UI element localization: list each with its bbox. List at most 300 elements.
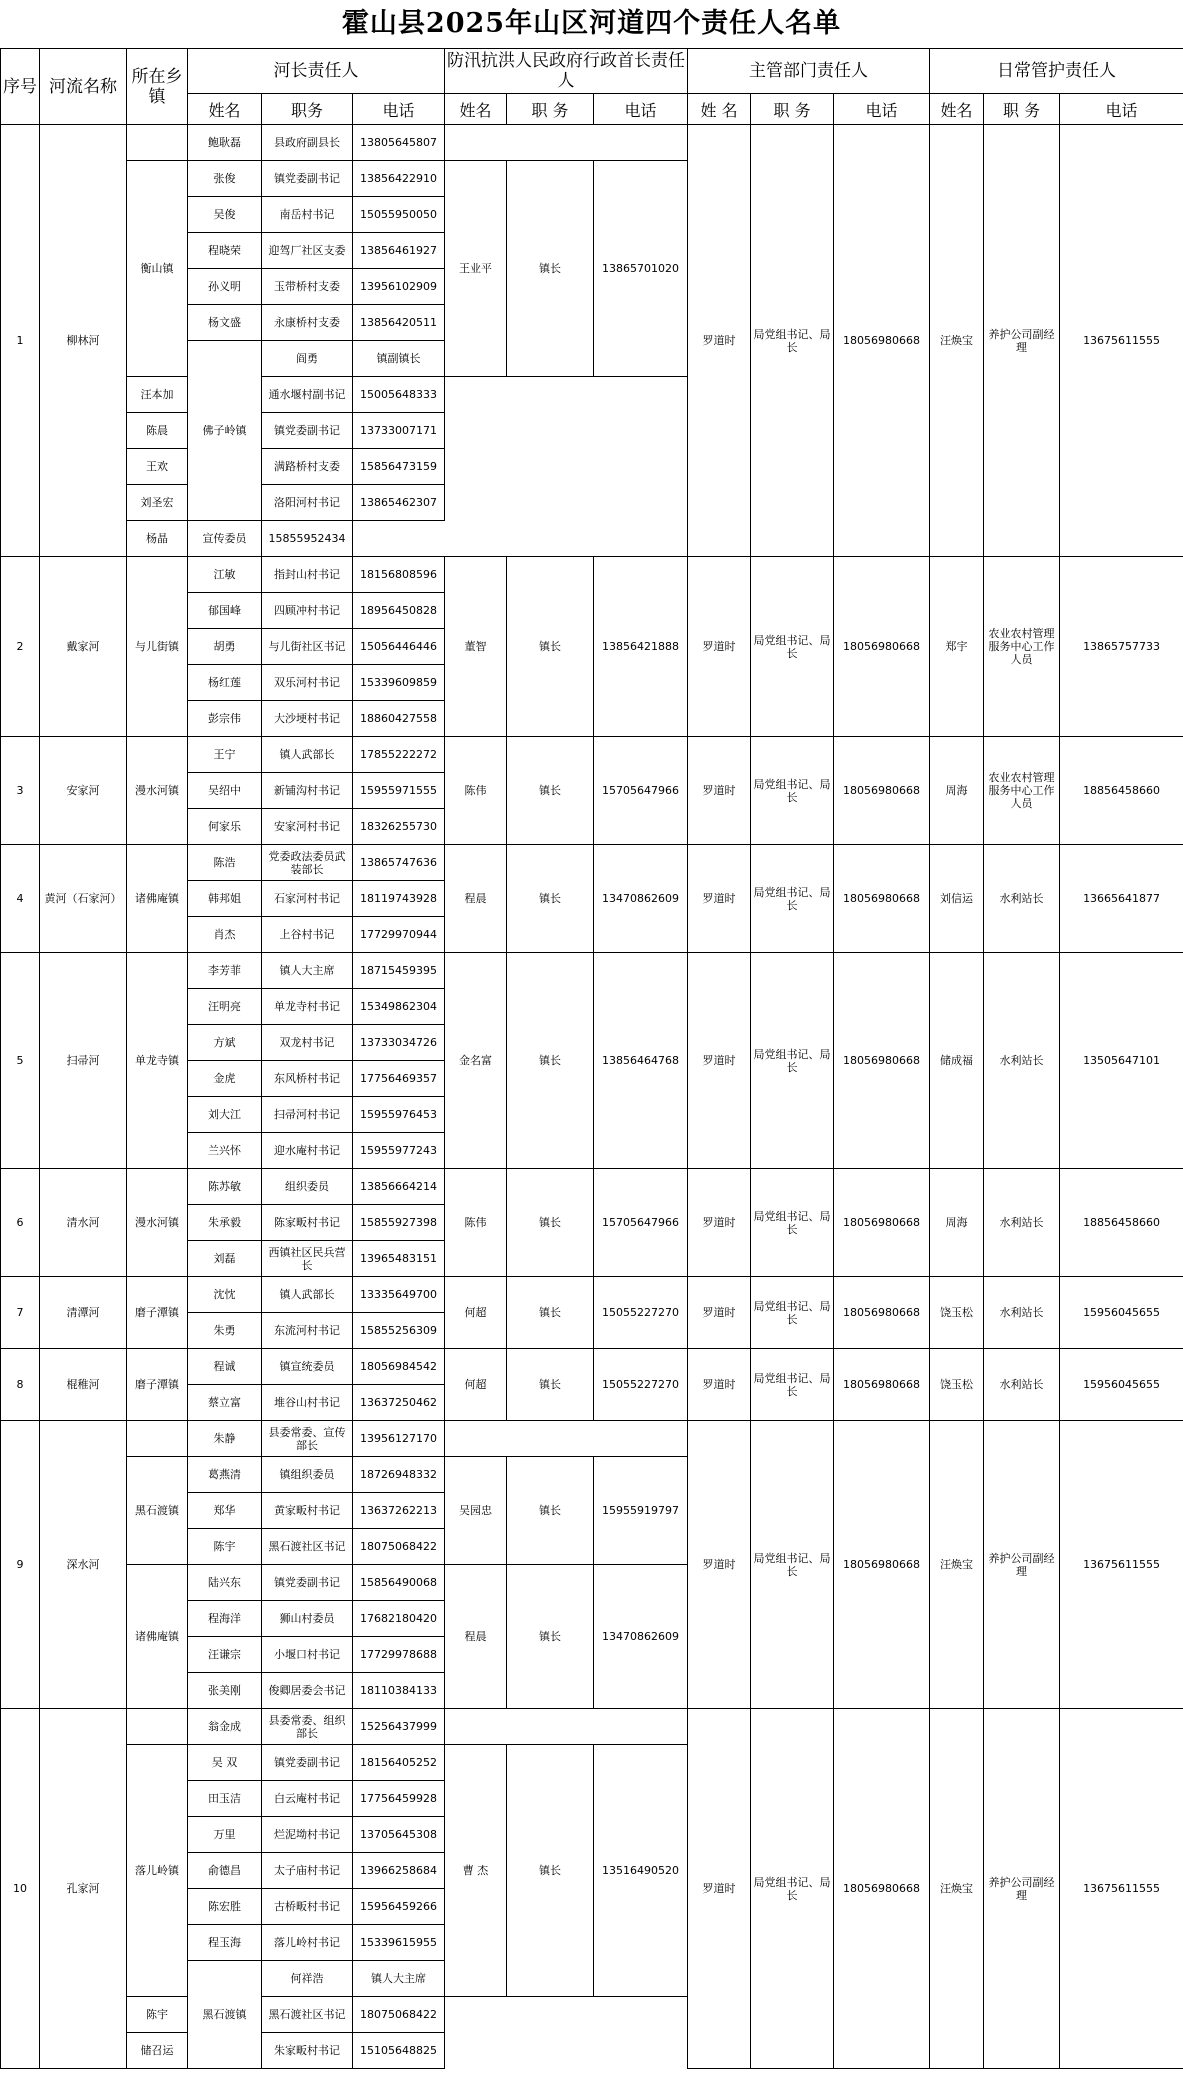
dept-chief-phone: 18056980668 [834, 557, 930, 737]
river-chief-phone: 18860427558 [353, 701, 445, 737]
river-chief-phone: 15856473159 [353, 449, 445, 485]
river-chief-phone: 13965483151 [353, 1241, 445, 1277]
maint-post: 养护公司副经理 [984, 125, 1060, 557]
seq-cell: 3 [1, 737, 40, 845]
flood-chief-phone: 15705647966 [594, 737, 688, 845]
flood-chief-phone: 13470862609 [594, 845, 688, 953]
river-chief-phone: 15855256309 [353, 1313, 445, 1349]
river-chief-post: 小堰口村书记 [262, 1637, 353, 1673]
river-chief-name: 吴俊 [188, 197, 262, 233]
river-name: 棍稚河 [40, 1349, 127, 1421]
flood-chief-name [445, 1709, 688, 1745]
river-chief-name: 江敏 [188, 557, 262, 593]
town-name: 陈宇 [127, 1997, 188, 2033]
seq-cell: 9 [1, 1421, 40, 1709]
river-chief-post: 石家河村书记 [262, 881, 353, 917]
river-chief-name: 万里 [188, 1817, 262, 1853]
river-chief-post: 四顾冲村书记 [262, 593, 353, 629]
dept-chief-phone: 18056980668 [834, 1169, 930, 1277]
river-chief-phone: 13956102909 [353, 269, 445, 305]
river-chief-phone: 17729970944 [353, 917, 445, 953]
dept-chief-post: 局党组书记、局长 [751, 1169, 834, 1277]
river-chief-post: 新铺沟村书记 [262, 773, 353, 809]
river-chief-post: 东风桥村书记 [262, 1061, 353, 1097]
river-chief-name: 陈苏敏 [188, 1169, 262, 1205]
river-chief-post: 镇宣统委员 [262, 1349, 353, 1385]
dept-chief-phone: 18056980668 [834, 1709, 930, 2069]
river-chief-name: 黑石渡镇 [188, 1961, 262, 2069]
maint-post: 水利站长 [984, 1277, 1060, 1349]
flood-chief-phone: 15055227270 [594, 1277, 688, 1349]
river-chief-phone: 18156808596 [353, 557, 445, 593]
river-chief-post: 落儿岭村书记 [262, 1925, 353, 1961]
header-phone: 电话 [353, 94, 445, 125]
maint-phone: 13865757733 [1060, 557, 1183, 737]
river-chief-post: 镇人武部长 [262, 737, 353, 773]
river-chief-phone: 15339615955 [353, 1925, 445, 1961]
river-chief-post: 堆谷山村书记 [262, 1385, 353, 1421]
header-name: 姓 名 [688, 94, 751, 125]
table-row [1, 1421, 1183, 1457]
flood-chief-phone: 15055227270 [594, 1349, 688, 1421]
river-chief-phone: 镇人大主席 [353, 1961, 445, 1997]
maint-name: 郑宇 [930, 557, 984, 737]
river-chief-phone: 13705645308 [353, 1817, 445, 1853]
town-name: 刘圣宏 [127, 485, 188, 521]
header-flood-chief-group: 防汛抗洪人民政府行政首长责任人 [445, 49, 688, 94]
river-chief-phone: 13856664214 [353, 1169, 445, 1205]
river-name: 清水河 [40, 1169, 127, 1277]
maint-phone: 13505647101 [1060, 953, 1183, 1169]
maint-post: 养护公司副经理 [984, 1421, 1060, 1709]
flood-chief-phone: 15955919797 [594, 1457, 688, 1565]
flood-chief-post: 镇长 [507, 557, 594, 737]
header-maintenance-group: 日常管护责任人 [930, 49, 1183, 94]
river-chief-post: 大沙埂村书记 [262, 701, 353, 737]
flood-chief-name [445, 125, 688, 161]
river-chief-phone: 17855222272 [353, 737, 445, 773]
maint-phone: 18856458660 [1060, 1169, 1183, 1277]
river-chief-phone: 18075068422 [353, 1997, 445, 2033]
page-title: 霍山县2025年山区河道四个责任人名单 [341, 8, 842, 39]
river-chief-name: 金虎 [188, 1061, 262, 1097]
maint-name: 饶玉松 [930, 1277, 984, 1349]
river-chief-post: 狮山村委员 [262, 1601, 353, 1637]
flood-chief-name: 程晨 [445, 1565, 507, 1709]
river-chief-phone: 18056984542 [353, 1349, 445, 1385]
town-name: 衡山镇 [127, 161, 188, 377]
town-name [127, 1709, 188, 1745]
flood-chief-post: 镇长 [507, 1565, 594, 1709]
dept-chief-phone: 18056980668 [834, 953, 930, 1169]
seq-cell: 8 [1, 1349, 40, 1421]
river-chief-name: 陈宏胜 [188, 1889, 262, 1925]
river-chief-post: 西镇社区民兵营长 [262, 1241, 353, 1277]
river-chief-post: 镇党委副书记 [262, 1565, 353, 1601]
flood-chief-name: 陈伟 [445, 1169, 507, 1277]
river-chief-post: 双龙村书记 [262, 1025, 353, 1061]
river-chief-phone: 13637262213 [353, 1493, 445, 1529]
river-chief-post: 双乐河村书记 [262, 665, 353, 701]
table-row [1, 845, 1183, 881]
town-name: 磨子潭镇 [127, 1349, 188, 1421]
flood-chief-name [445, 1421, 688, 1457]
river-chief-phone: 13865462307 [353, 485, 445, 521]
river-chief-phone: 13733034726 [353, 1025, 445, 1061]
header-name: 姓名 [445, 94, 507, 125]
river-chief-name: 彭宗伟 [188, 701, 262, 737]
river-chief-name: 田玉洁 [188, 1781, 262, 1817]
flood-chief-post: 镇长 [507, 1277, 594, 1349]
flood-chief-name: 吴园忠 [445, 1457, 507, 1565]
river-chief-post: 黄家畈村书记 [262, 1493, 353, 1529]
river-chief-post: 通水堰村副书记 [262, 377, 353, 413]
table-row [1, 953, 1183, 989]
header-river-chief-group: 河长责任人 [188, 49, 445, 94]
flood-chief-post: 镇长 [507, 1745, 594, 1997]
river-chief-name: 佛子岭镇 [188, 341, 262, 521]
river-chief-post: 安家河村书记 [262, 809, 353, 845]
header-name: 姓名 [930, 94, 984, 125]
header-phone: 电话 [1060, 94, 1183, 125]
dept-chief-phone: 18056980668 [834, 845, 930, 953]
town-name [127, 125, 188, 161]
river-chief-post: 黑石渡社区书记 [262, 1997, 353, 2033]
seq-cell: 5 [1, 953, 40, 1169]
river-chief-post: 朱家畈村书记 [262, 2033, 353, 2069]
river-chief-phone: 18326255730 [353, 809, 445, 845]
river-name: 柳林河 [40, 125, 127, 557]
flood-chief-phone: 13470862609 [594, 1565, 688, 1709]
river-chief-post: 县委常委、组织部长 [262, 1709, 353, 1745]
flood-chief-post: 镇长 [507, 845, 594, 953]
table-row [1, 125, 1183, 161]
maint-post: 水利站长 [984, 1349, 1060, 1421]
river-chief-name: 方斌 [188, 1025, 262, 1061]
river-chief-phone: 15855927398 [353, 1205, 445, 1241]
maint-post: 水利站长 [984, 1169, 1060, 1277]
header-phone: 电话 [594, 94, 688, 125]
town-name: 诸佛庵镇 [127, 845, 188, 953]
river-chief-post: 满路桥村支委 [262, 449, 353, 485]
river-chief-post: 镇人大主席 [262, 953, 353, 989]
seq-cell: 2 [1, 557, 40, 737]
maint-phone: 18856458660 [1060, 737, 1183, 845]
river-chief-phone: 镇副镇长 [353, 341, 445, 377]
river-name: 戴家河 [40, 557, 127, 737]
flood-chief-post: 镇长 [507, 161, 594, 377]
maint-name: 刘信运 [930, 845, 984, 953]
flood-chief-post: 镇长 [507, 1169, 594, 1277]
flood-chief-name: 王业平 [445, 161, 507, 377]
river-chief-name: 朱勇 [188, 1313, 262, 1349]
town-name: 漫水河镇 [127, 1169, 188, 1277]
river-chief-name: 兰兴怀 [188, 1133, 262, 1169]
river-chief-post: 镇党委副书记 [262, 413, 353, 449]
river-name: 清潭河 [40, 1277, 127, 1349]
river-chief-phone: 15055950050 [353, 197, 445, 233]
river-chief-phone: 18715459395 [353, 953, 445, 989]
header-post: 职 务 [984, 94, 1060, 125]
river-chief-name: 刘磊 [188, 1241, 262, 1277]
river-chief-phone: 13966258684 [353, 1853, 445, 1889]
dept-chief-post: 局党组书记、局长 [751, 1709, 834, 2069]
river-chief-phone: 15956459266 [353, 1889, 445, 1925]
town-name: 诸佛庵镇 [127, 1565, 188, 1709]
river-chief-phone: 17729978688 [353, 1637, 445, 1673]
river-chief-name: 肖杰 [188, 917, 262, 953]
river-chief-post: 15855952434 [262, 521, 353, 557]
river-chief-phone: 17682180420 [353, 1601, 445, 1637]
river-chief-phone: 15056446446 [353, 629, 445, 665]
maint-name: 周海 [930, 1169, 984, 1277]
flood-chief-name: 曹 杰 [445, 1745, 507, 1997]
flood-chief-name: 董智 [445, 557, 507, 737]
river-chief-phone: 15256437999 [353, 1709, 445, 1745]
maint-post: 农业农村管理服务中心工作人员 [984, 737, 1060, 845]
river-chief-name: 沈忱 [188, 1277, 262, 1313]
dept-chief-name: 罗道时 [688, 1169, 751, 1277]
dept-chief-name: 罗道时 [688, 737, 751, 845]
dept-chief-name: 罗道时 [688, 1349, 751, 1421]
dept-chief-name: 罗道时 [688, 1277, 751, 1349]
town-name: 汪本加 [127, 377, 188, 413]
dept-chief-name: 罗道时 [688, 1421, 751, 1709]
town-name: 落儿岭镇 [127, 1745, 188, 1997]
river-chief-post: 党委政法委员武装部长 [262, 845, 353, 881]
river-chief-name: 刘大江 [188, 1097, 262, 1133]
town-name: 储召运 [127, 2033, 188, 2069]
dept-chief-phone: 18056980668 [834, 1421, 930, 1709]
river-chief-post: 太子庙村书记 [262, 1853, 353, 1889]
maint-phone: 13675611555 [1060, 125, 1183, 557]
seq-cell: 1 [1, 125, 40, 557]
river-chief-name: 张俊 [188, 161, 262, 197]
river-chief-name: 杨文盛 [188, 305, 262, 341]
river-chief-post: 县政府副县长 [262, 125, 353, 161]
dept-chief-post: 局党组书记、局长 [751, 953, 834, 1169]
maint-name: 汪焕宝 [930, 1709, 984, 2069]
river-chief-phone: 13805645807 [353, 125, 445, 161]
maint-name: 饶玉松 [930, 1349, 984, 1421]
river-chief-name: 俞德昌 [188, 1853, 262, 1889]
header-river: 河流名称 [40, 49, 127, 125]
river-chief-name: 翁金成 [188, 1709, 262, 1745]
river-chief-post: 镇党委副书记 [262, 1745, 353, 1781]
river-chief-phone: 15955977243 [353, 1133, 445, 1169]
river-chief-post: 组织委员 [262, 1169, 353, 1205]
town-name: 磨子潭镇 [127, 1277, 188, 1349]
river-chief-name: 程晓荣 [188, 233, 262, 269]
dept-chief-post: 局党组书记、局长 [751, 1421, 834, 1709]
flood-chief-post: 镇长 [507, 1457, 594, 1565]
river-chief-name: 陈浩 [188, 845, 262, 881]
river-chief-post: 洛阳河村书记 [262, 485, 353, 521]
river-chief-name: 朱静 [188, 1421, 262, 1457]
table-row [1, 1169, 1183, 1205]
dept-chief-phone: 18056980668 [834, 1277, 930, 1349]
town-name: 黑石渡镇 [127, 1457, 188, 1565]
dept-chief-name: 罗道时 [688, 1709, 751, 2069]
town-name: 杨晶 [127, 521, 188, 557]
header-post: 职务 [262, 94, 353, 125]
river-chief-phone: 13335649700 [353, 1277, 445, 1313]
river-chief-phone: 15339609859 [353, 665, 445, 701]
header-post: 职 务 [751, 94, 834, 125]
header-seq: 序号 [1, 49, 40, 125]
maint-phone: 15956045655 [1060, 1349, 1183, 1421]
river-chief-post: 扫帚河村书记 [262, 1097, 353, 1133]
header-phone: 电话 [834, 94, 930, 125]
maint-name: 汪焕宝 [930, 1421, 984, 1709]
river-chief-name: 葛燕清 [188, 1457, 262, 1493]
river-chief-post: 陈家畈村书记 [262, 1205, 353, 1241]
flood-chief-phone: 13856421888 [594, 557, 688, 737]
dept-chief-phone: 18056980668 [834, 737, 930, 845]
river-name: 孔家河 [40, 1709, 127, 2069]
river-chief-post: 单龙寺村书记 [262, 989, 353, 1025]
flood-chief-name: 陈伟 [445, 737, 507, 845]
town-name: 与儿街镇 [127, 557, 188, 737]
town-name: 单龙寺镇 [127, 953, 188, 1169]
river-chief-phone: 13856420511 [353, 305, 445, 341]
river-chief-phone: 15105648825 [353, 2033, 445, 2069]
river-chief-phone: 15349862304 [353, 989, 445, 1025]
river-chief-post: 何祥浩 [262, 1961, 353, 1997]
river-chief-phone: 13956127170 [353, 1421, 445, 1457]
seq-cell: 4 [1, 845, 40, 953]
dept-chief-phone: 18056980668 [834, 1349, 930, 1421]
seq-cell: 6 [1, 1169, 40, 1277]
river-chief-name: 程诚 [188, 1349, 262, 1385]
dept-chief-post: 局党组书记、局长 [751, 557, 834, 737]
river-chief-post: 与儿街社区书记 [262, 629, 353, 665]
maint-post: 水利站长 [984, 953, 1060, 1169]
seq-cell: 7 [1, 1277, 40, 1349]
header-name: 姓名 [188, 94, 262, 125]
river-chief-phone: 18726948332 [353, 1457, 445, 1493]
river-chief-post: 东流河村书记 [262, 1313, 353, 1349]
river-chief-name: 吴 双 [188, 1745, 262, 1781]
town-name: 漫水河镇 [127, 737, 188, 845]
dept-chief-post: 局党组书记、局长 [751, 737, 834, 845]
river-chief-name: 鲍耿磊 [188, 125, 262, 161]
river-name: 深水河 [40, 1421, 127, 1709]
dept-chief-post: 局党组书记、局长 [751, 125, 834, 557]
river-chief-phone: 13856422910 [353, 161, 445, 197]
river-chief-post: 县委常委、宣传部长 [262, 1421, 353, 1457]
maint-post: 农业农村管理服务中心工作人员 [984, 557, 1060, 737]
river-chief-post: 永康桥村支委 [262, 305, 353, 341]
river-chief-phone: 15955971555 [353, 773, 445, 809]
flood-chief-name: 何超 [445, 1277, 507, 1349]
table-row [1, 557, 1183, 593]
river-name: 安家河 [40, 737, 127, 845]
dept-chief-phone: 18056980668 [834, 125, 930, 557]
river-chief-post: 俊卿居委会书记 [262, 1673, 353, 1709]
river-chief-phone: 13865747636 [353, 845, 445, 881]
river-chief-phone: 18956450828 [353, 593, 445, 629]
river-name: 黄河（石家河） [40, 845, 127, 953]
table-row [1, 1349, 1183, 1385]
river-chief-name: 郑华 [188, 1493, 262, 1529]
river-chief-phone: 15955976453 [353, 1097, 445, 1133]
dept-chief-post: 局党组书记、局长 [751, 1277, 834, 1349]
river-chief-phone: 18156405252 [353, 1745, 445, 1781]
dept-chief-name: 罗道时 [688, 557, 751, 737]
river-chief-name: 陈宇 [188, 1529, 262, 1565]
table-row [1, 737, 1183, 773]
maint-phone: 15956045655 [1060, 1277, 1183, 1349]
river-chief-name: 汪明亮 [188, 989, 262, 1025]
table-body [1, 125, 1183, 2069]
river-chief-post: 南岳村书记 [262, 197, 353, 233]
river-chief-phone: 15856490068 [353, 1565, 445, 1601]
header-post: 职 务 [507, 94, 594, 125]
river-chief-name: 胡勇 [188, 629, 262, 665]
river-chief-name: 孙义明 [188, 269, 262, 305]
river-chief-phone: 15005648333 [353, 377, 445, 413]
flood-chief-name: 何超 [445, 1349, 507, 1421]
flood-chief-phone: 13856464768 [594, 953, 688, 1169]
maint-post: 养护公司副经理 [984, 1709, 1060, 2069]
river-name: 扫帚河 [40, 953, 127, 1169]
river-chief-post: 迎水庵村书记 [262, 1133, 353, 1169]
maint-phone: 13675611555 [1060, 1421, 1183, 1709]
river-chief-name: 何家乐 [188, 809, 262, 845]
river-chief-name: 郁国峰 [188, 593, 262, 629]
river-chief-post: 烂泥坳村书记 [262, 1817, 353, 1853]
dept-chief-name: 罗道时 [688, 953, 751, 1169]
town-name: 王欢 [127, 449, 188, 485]
flood-chief-post: 镇长 [507, 737, 594, 845]
river-chief-post: 黑石渡社区书记 [262, 1529, 353, 1565]
header-department-group: 主管部门责任人 [688, 49, 930, 94]
flood-chief-post: 镇长 [507, 1349, 594, 1421]
river-chief-post: 白云庵村书记 [262, 1781, 353, 1817]
flood-chief-phone: 15705647966 [594, 1169, 688, 1277]
river-chief-phone: 18119743928 [353, 881, 445, 917]
flood-chief-post: 镇长 [507, 953, 594, 1169]
river-chief-phone: 13637250462 [353, 1385, 445, 1421]
river-chief-name: 李芳菲 [188, 953, 262, 989]
river-chief-phone: 13733007171 [353, 413, 445, 449]
maint-post: 水利站长 [984, 845, 1060, 953]
river-chief-phone: 17756459928 [353, 1781, 445, 1817]
flood-chief-phone: 13865701020 [594, 161, 688, 377]
dept-chief-name: 罗道时 [688, 125, 751, 557]
maint-name: 储成福 [930, 953, 984, 1169]
river-chief-phone: 13856461927 [353, 233, 445, 269]
river-chief-name: 朱承毅 [188, 1205, 262, 1241]
river-chief-post: 镇党委副书记 [262, 161, 353, 197]
river-chief-name: 杨红莲 [188, 665, 262, 701]
river-chief-name: 程海洋 [188, 1601, 262, 1637]
river-chief-name: 汪谦宗 [188, 1637, 262, 1673]
dept-chief-name: 罗道时 [688, 845, 751, 953]
river-chief-post: 镇组织委员 [262, 1457, 353, 1493]
table-row [1, 1277, 1183, 1313]
river-chief-name: 王宁 [188, 737, 262, 773]
river-chief-name: 宣传委员 [188, 521, 262, 557]
seq-cell: 10 [1, 1709, 40, 2069]
river-chief-post: 玉带桥村支委 [262, 269, 353, 305]
maint-phone: 13675611555 [1060, 1709, 1183, 2069]
dept-chief-post: 局党组书记、局长 [751, 1349, 834, 1421]
river-chief-post: 迎驾厂社区支委 [262, 233, 353, 269]
river-chief-phone: 17756469357 [353, 1061, 445, 1097]
flood-chief-name: 程晨 [445, 845, 507, 953]
